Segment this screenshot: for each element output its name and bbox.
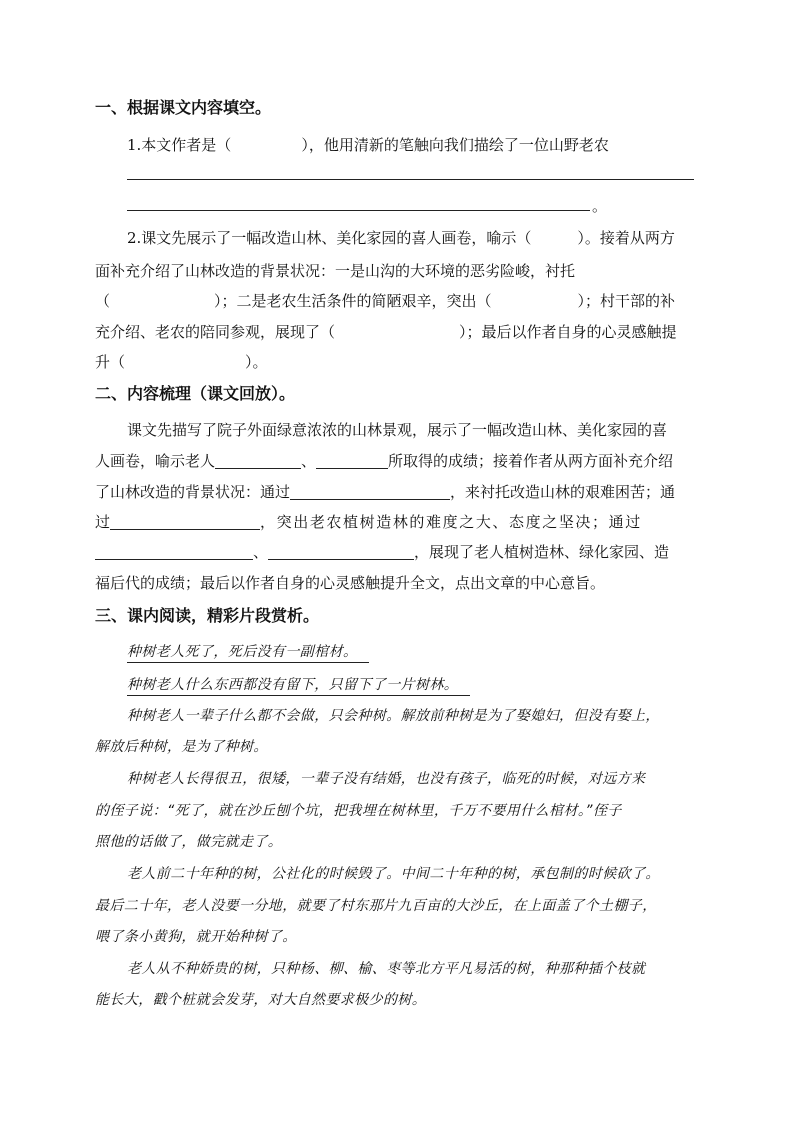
s2-text-5a: 、 bbox=[253, 543, 269, 561]
q2-line-5 bbox=[95, 352, 268, 372]
q2-line-2: 面补充介绍了山林改造的背景状况：一是山沟的大环境的恶劣险峻，衬托 bbox=[95, 262, 576, 280]
s2-line-2 bbox=[95, 451, 673, 471]
passage-p4-line-3: 照他的话做了，做完就走了。 bbox=[95, 834, 283, 850]
passage-p5-line-3: 喂了条小黄狗，就开始种树了。 bbox=[95, 929, 297, 945]
passage-p6-line-2: 能长大，戳个桩就会发芽，对大自然要求极少的树。 bbox=[95, 992, 427, 1008]
passage-p3-line-1: 种树老人一辈子什么都不会做，只会种树。解放前种树是为了娶媳妇，但没有娶上， bbox=[127, 708, 660, 724]
q1-answer-rule-2 bbox=[127, 210, 590, 211]
section3-title: 三、课内阅读，精彩片段赏析。 bbox=[95, 606, 320, 625]
q2-line-4 bbox=[95, 322, 677, 342]
q2-text-1a: 2.课文先展示了一幅改造山林、美化家园的喜人画卷，喻示（ bbox=[127, 229, 532, 247]
passage-p4-line-1: 种树老人长得很丑，很矮，一辈子没有结婚，也没有孩子，临死的时候，对远方来 bbox=[127, 771, 646, 787]
s2-text-4b: ，突出老农植树造林的难度之大、态度之坚决；通过 bbox=[260, 513, 642, 531]
passage-p3-line-2: 解放后种树，是为了种树。 bbox=[95, 739, 268, 755]
s2-blank-1 bbox=[215, 453, 301, 469]
q1-end-period: 。 bbox=[592, 197, 608, 215]
passage-line-2 bbox=[127, 675, 470, 695]
q1-line bbox=[127, 135, 609, 155]
q2-text-1b: ）。接着从两方 bbox=[577, 229, 675, 247]
q2-line-1 bbox=[127, 228, 675, 248]
q2-text-5a: 升（ bbox=[95, 353, 126, 371]
q2-line-3 bbox=[95, 291, 675, 311]
s2-blank-6 bbox=[268, 544, 414, 560]
s2-text-5b: ，展现了老人植树造林、绿化家园、造 bbox=[414, 543, 670, 561]
s2-line-1: 课文先描写了院子外面绿意浓浓的山林景观，展示了一幅改造山林、美化家园的喜 bbox=[127, 421, 668, 439]
q2-text-3c: ）；村干部的补 bbox=[577, 292, 676, 310]
s2-text-2a: 人画卷，喻示老人 bbox=[95, 452, 216, 470]
s2-line-3 bbox=[95, 482, 675, 502]
passage-p4-line-2: 的侄子说：“死了，就在沙丘刨个坑，把我埋在树林里，千万不要用什么棺材。”侄子 bbox=[95, 803, 622, 819]
s2-blank-2 bbox=[316, 453, 388, 469]
passage-p5-line-1: 老人前二十年种的树，公社化的时候毁了。中间二十年种的树，承包制的时候砍了。 bbox=[127, 866, 660, 882]
s2-line-5 bbox=[95, 542, 669, 562]
section1-title: 一、根据课文内容填空。 bbox=[95, 98, 272, 117]
s2-blank-5 bbox=[95, 544, 253, 560]
q2-text-5b: ）。 bbox=[245, 353, 268, 371]
q2-text-3b: ）；二是老农生活条件的简陋艰辛，突出（ bbox=[214, 292, 492, 310]
q2-text-3a: （ bbox=[95, 292, 111, 310]
q1-answer-rule-1 bbox=[127, 179, 694, 180]
s2-line-4 bbox=[95, 512, 642, 532]
s2-text-2b: 、 bbox=[301, 452, 317, 470]
passage-line-1 bbox=[127, 642, 369, 662]
s2-text-3a: 了山林改造的背景状况：通过 bbox=[95, 483, 291, 501]
q2-text-4a: 充介绍、老农的陪同参观，展现了（ bbox=[95, 323, 336, 341]
q2-text-4b: ）；最后以作者自身的心灵感触提 bbox=[459, 323, 677, 341]
s2-blank-4 bbox=[110, 514, 260, 530]
s2-text-3b: ，来衬托改造山林的艰难困苦；通 bbox=[450, 483, 676, 501]
passage-underlined-2: 种树老人什么东西都没有留下，只留下了一片树林。 bbox=[127, 677, 470, 696]
passage-p6-line-1: 老人从不种娇贵的树，只种杨、柳、榆、枣等北方平凡易活的树，种那种插个枝就 bbox=[127, 961, 646, 977]
s2-text-2c: 所取得的成绩；接着作者从两方面补充介绍 bbox=[388, 452, 674, 470]
q1-text-b: ），他用清新的笔触向我们描绘了一位山野老农 bbox=[301, 136, 609, 154]
q1-text-a: 1.本文作者是（ bbox=[127, 136, 232, 154]
passage-p5-line-2: 最后二十年，老人没要一分地，就要了村东那片九百亩的大沙丘，在上面盖了个土棚子， bbox=[95, 898, 657, 914]
s2-text-4a: 过 bbox=[95, 513, 111, 531]
section2-title: 二、内容梳理（课文回放）。 bbox=[95, 384, 296, 403]
s2-blank-3 bbox=[290, 484, 450, 500]
passage-underlined-1: 种树老人死了，死后没有一副棺材。 bbox=[127, 644, 369, 663]
s2-line-6: 福后代的成绩；最后以作者自身的心灵感触提升全文，点出文章的中心意旨。 bbox=[95, 574, 606, 592]
